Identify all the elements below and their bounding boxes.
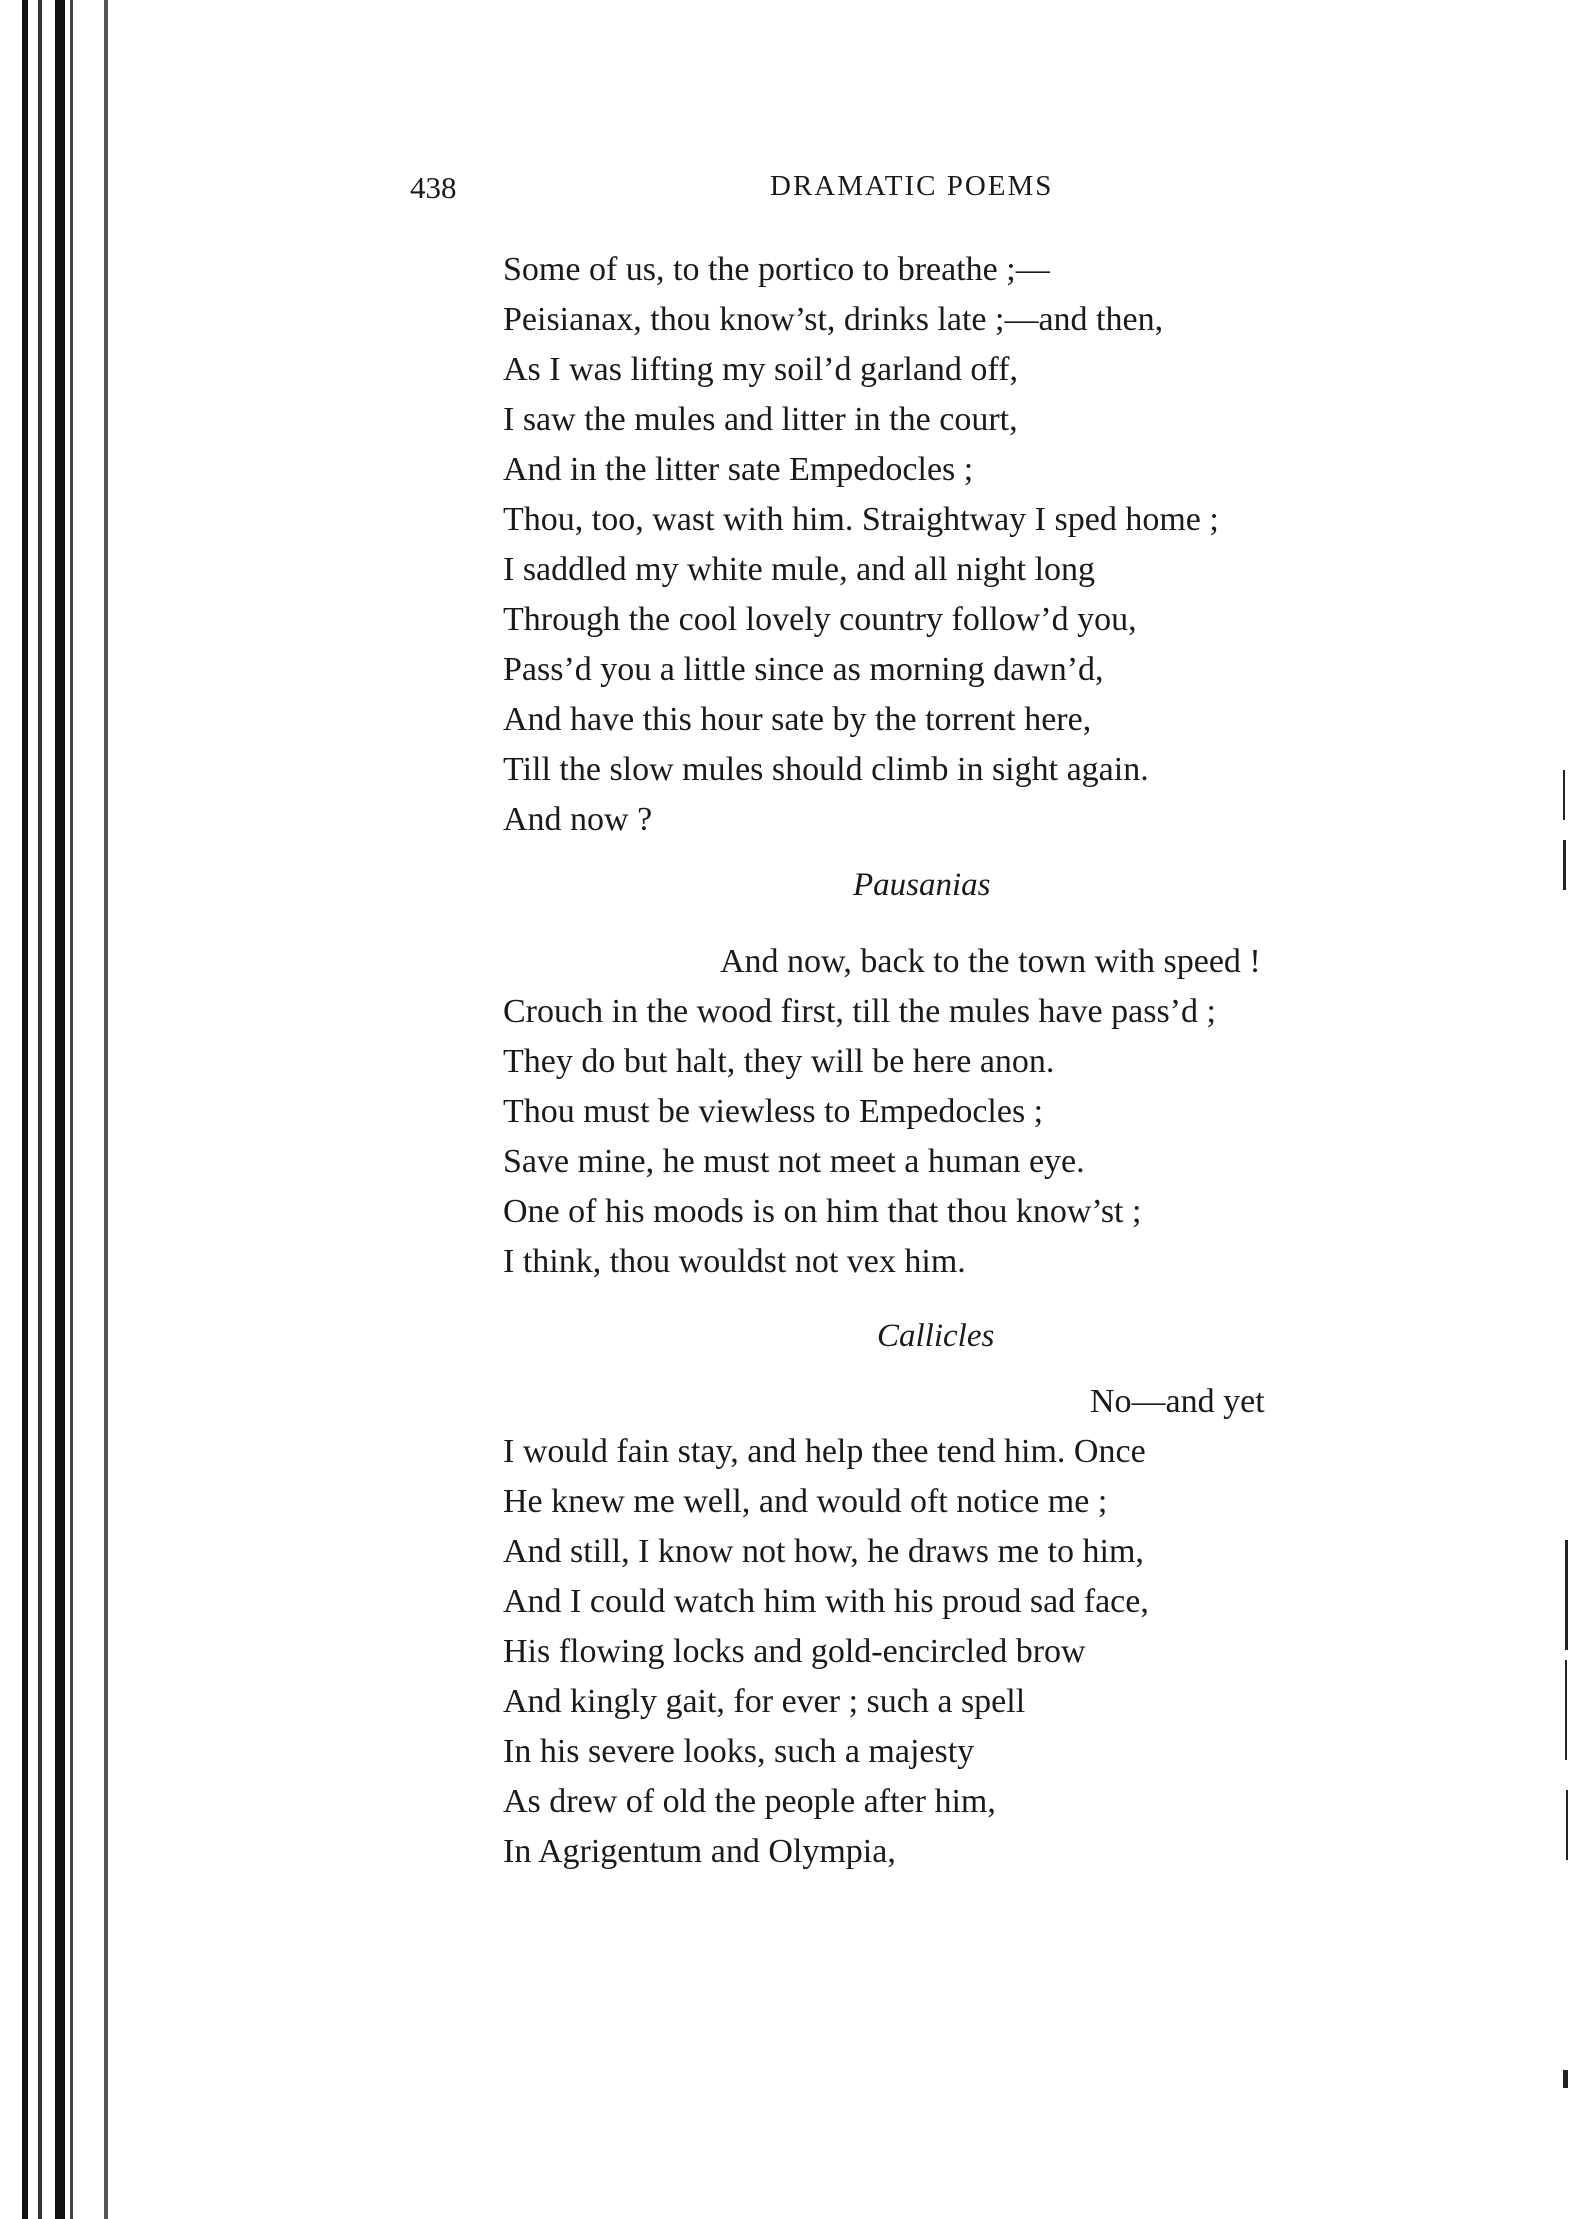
verse-line: Till the slow mules should climb in sight again. (503, 751, 1149, 788)
verse-line: They do but halt, they will be here anon. (503, 1043, 1055, 1080)
scan-mark (1565, 1540, 1568, 1650)
verse-line: Some of us, to the portico to breathe ;— (503, 251, 1050, 288)
verse-line: Thou, too, wast with him. Straightway I sped home ; (503, 501, 1219, 538)
verse-line: And still, I know not how, he draws me to him, (503, 1533, 1144, 1570)
verse-line: As I was lifting my soil’d garland off, (503, 351, 1018, 388)
scan-mark (1563, 2070, 1568, 2088)
page-number: 438 (410, 170, 457, 205)
binding-edge (0, 0, 118, 2219)
verse-line: And now ? (503, 801, 653, 838)
verse-line: Save mine, he must not meet a human eye. (503, 1143, 1085, 1180)
verse-line: No—and yet (1090, 1383, 1265, 1420)
verse-line: And I could watch him with his proud sad face, (503, 1583, 1149, 1620)
verse-line: Thou must be viewless to Empedocles ; (503, 1093, 1044, 1130)
verse-line: And kingly gait, for ever ; such a spell (503, 1683, 1026, 1720)
verse-line: Crouch in the wood first, till the mules have pass’d ; (503, 993, 1216, 1030)
verse-line: Peisianax, thou know’st, drinks late ;—and then, (503, 301, 1164, 338)
verse-line: His flowing locks and gold-encircled brow (503, 1633, 1086, 1670)
speaker-name: Pausanias (853, 867, 991, 903)
running-title: DRAMATIC POEMS (770, 170, 1054, 202)
verse-line: Pass’d you a little since as morning dawn’d, (503, 651, 1104, 688)
verse-line: I would fain stay, and help thee tend him. Once (503, 1433, 1146, 1470)
speaker-name: Callicles (877, 1318, 995, 1354)
scan-mark (1565, 1660, 1567, 1760)
verse-line: He knew me well, and would oft notice me ; (503, 1483, 1108, 1520)
verse-line: I think, thou wouldst not vex him. (503, 1243, 966, 1280)
verse-line: One of his moods is on him that thou know’st ; (503, 1193, 1142, 1230)
verse-line: In his severe looks, such a majesty (503, 1733, 975, 1770)
verse-line: And now, back to the town with speed ! (720, 943, 1261, 980)
scan-mark (1563, 840, 1566, 890)
scan-mark (1563, 770, 1565, 820)
verse-line: And have this hour sate by the torrent here, (503, 701, 1092, 738)
verse-line: I saddled my white mule, and all night long (503, 551, 1096, 588)
verse-line: As drew of old the people after him, (503, 1783, 996, 1820)
verse-line: And in the litter sate Empedocles ; (503, 451, 974, 488)
scan-mark (1566, 1790, 1568, 1860)
verse-line: In Agrigentum and Olympia, (503, 1833, 896, 1870)
verse-line: Through the cool lovely country follow’d you, (503, 601, 1137, 638)
running-head (410, 170, 1170, 220)
verse-line: I saw the mules and litter in the court, (503, 401, 1018, 438)
